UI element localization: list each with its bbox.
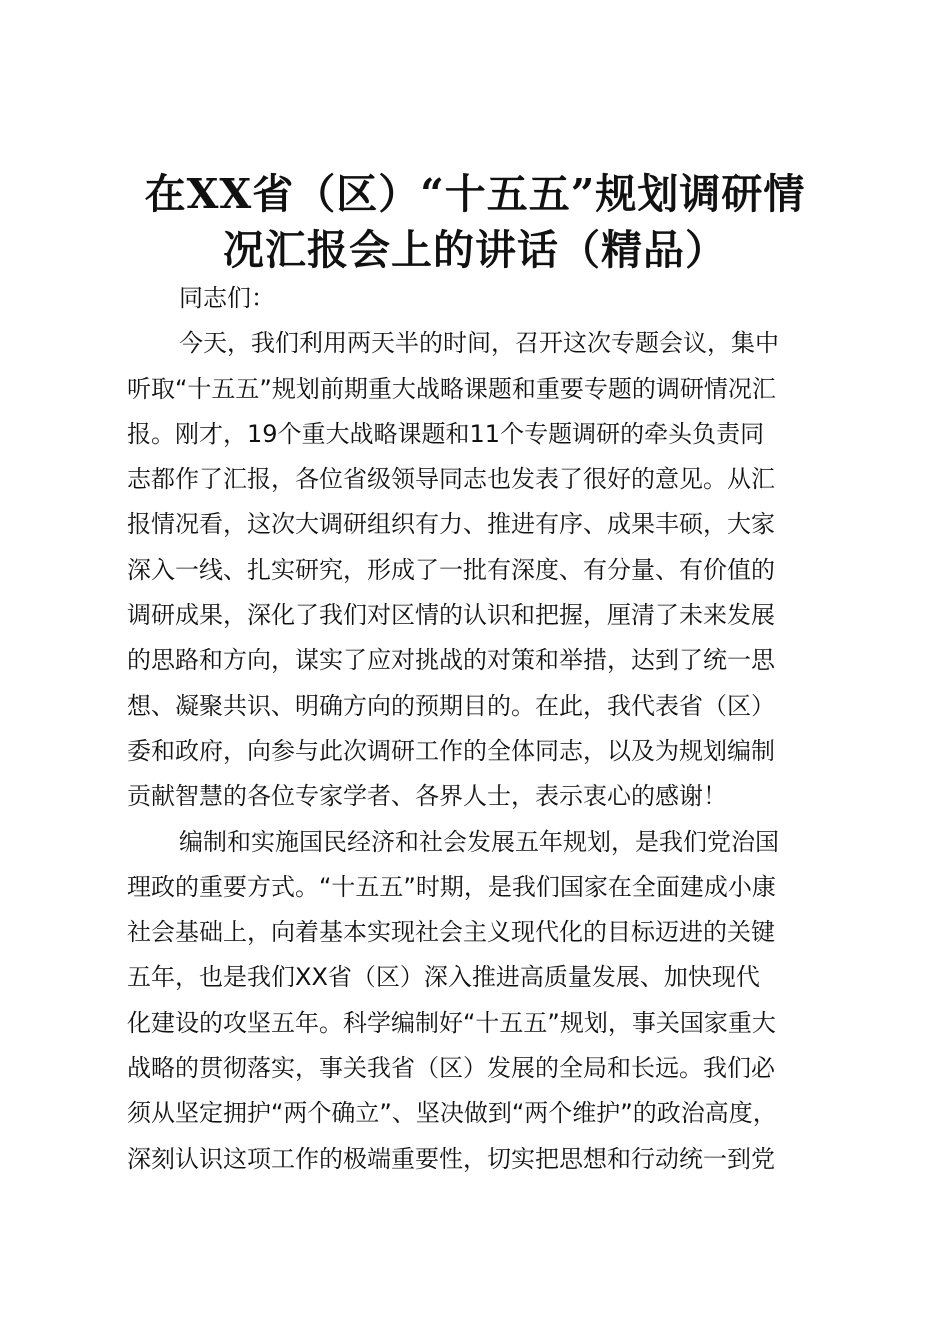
paragraph-line: 今天，我们利用两天半的时间，召开这次专题会议，集中 bbox=[179, 329, 779, 358]
paragraph-line: 想、凝聚共识、明确方向的预期目的。在此，我代表省（区） bbox=[127, 691, 775, 720]
paragraph-line: 深刻认识这项工作的极端重要性，切实把思想和行动统一到党 bbox=[127, 1144, 775, 1173]
paragraph-line: 听取“十五五”规划前期重大战略课题和重要专题的调研情况汇 bbox=[127, 374, 776, 403]
title-line: 在XX省（区）“十五五”规划调研情 bbox=[144, 170, 806, 218]
paragraph-line: 理政的重要方式。“十五五”时期，是我们国家在全面建成小康 bbox=[127, 872, 776, 901]
paragraph-line: 志都作了汇报，各位省级领导同志也发表了很好的意见。从汇 bbox=[127, 465, 775, 494]
paragraph-line: 报。刚才，19个重大战略课题和11个专题调研的牵头负责同 bbox=[127, 419, 765, 448]
paragraph-line: 调研成果，深化了我们对区情的认识和把握，厘清了未来发展 bbox=[127, 601, 775, 630]
paragraph-line: 的思路和方向，谋实了应对挑战的对策和举措，达到了统一思 bbox=[127, 646, 775, 675]
paragraph-line: 报情况看，这次大调研组织有力、推进有序、成果丰硕，大家 bbox=[127, 510, 775, 539]
salutation: 同志们： bbox=[179, 284, 275, 312]
paragraph-line: 五年，也是我们XX省（区）深入推进高质量发展、加快现代 bbox=[127, 963, 760, 992]
title-line: 况汇报会上的讲话（精品） bbox=[223, 226, 727, 274]
paragraph-line: 须从坚定拥护“两个确立”、坚决做到“两个维护”的政治高度， bbox=[127, 1099, 777, 1128]
paragraph-line: 编制和实施国民经济和社会发展五年规划，是我们党治国 bbox=[179, 827, 779, 856]
paragraph-1 bbox=[127, 321, 827, 819]
document-title bbox=[90, 166, 860, 278]
paragraph-2 bbox=[127, 820, 827, 1182]
paragraph-line: 贡献智慧的各位专家学者、各界人士，表示衷心的感谢！ bbox=[127, 782, 727, 811]
paragraph-line: 化建设的攻坚五年。科学编制好“十五五”规划，事关国家重大 bbox=[127, 1008, 776, 1037]
paragraph-line: 深入一线、扎实研究，形成了一批有深度、有分量、有价值的 bbox=[127, 555, 775, 584]
paragraph-line: 委和政府，向参与此次调研工作的全体同志，以及为规划编制 bbox=[127, 736, 775, 765]
paragraph-line: 战略的贯彻落实，事关我省（区）发展的全局和长远。我们必 bbox=[127, 1054, 775, 1083]
document-body bbox=[127, 276, 827, 1182]
paragraph-line: 社会基础上，向着基本实现社会主义现代化的目标迈进的关键 bbox=[127, 918, 775, 947]
